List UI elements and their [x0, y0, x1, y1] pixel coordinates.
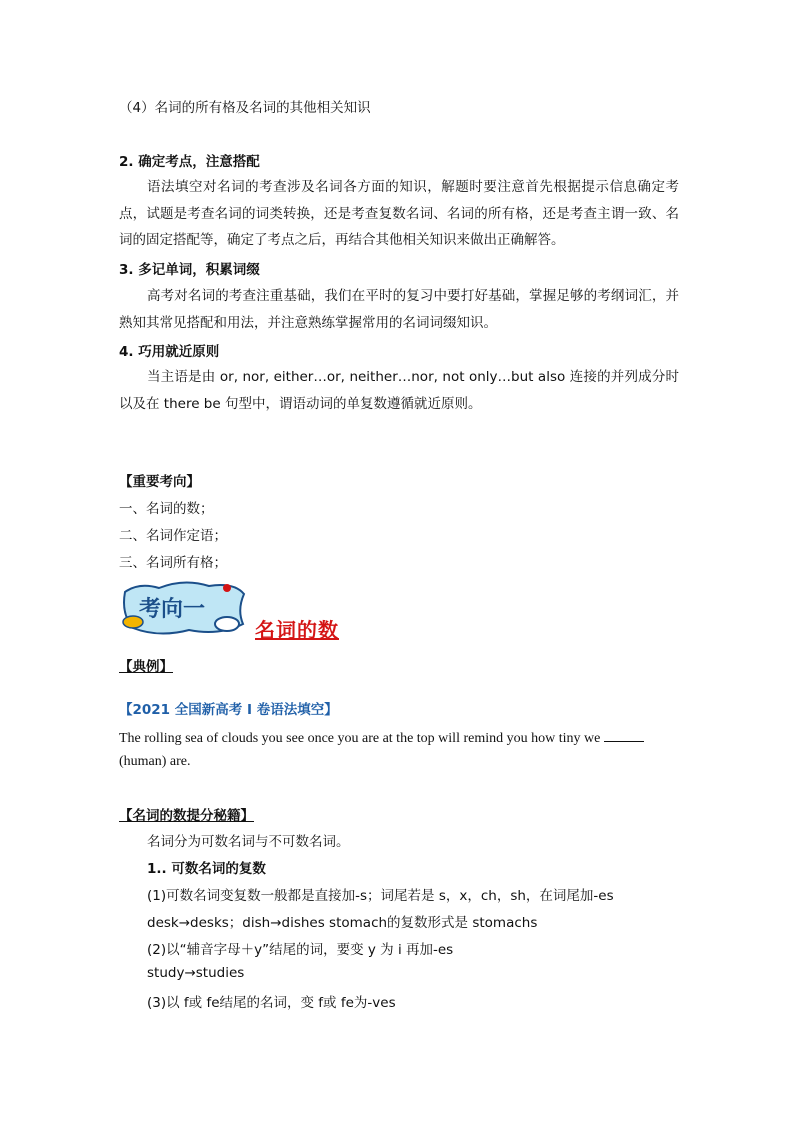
section-heading-3: 3. 多记单词，积累词缀 — [119, 262, 260, 278]
example-sentence-1 — [119, 731, 644, 747]
key-directions-title: 【重要考向】 — [119, 474, 200, 490]
example-sentence-2: (human) are. — [119, 754, 191, 769]
example-tag: 【典例】 — [119, 659, 173, 675]
key-direction-item: 二、名词作定语； — [119, 528, 227, 544]
example-sentence-text: The rolling sea of clouds you see once you are at the top will remind you how tiny we — [119, 731, 601, 746]
tips-rule: (1)可数名词变复数一般都是直接加-s；词尾若是 s，x，ch，sh，在词尾加-es — [147, 888, 614, 904]
section-text-4: 当主语是由 or, nor, either…or, neither…nor, not only…but also 连接的并列成分时以及在 there be 句型中，谓语动词的单复数遵循就近原则。 — [119, 369, 679, 412]
tips-rule: desk→desks；dish→dishes stomach的复数形式是 stomachs — [147, 915, 538, 931]
badge-title: 名词的数 — [255, 618, 339, 642]
badge-text: 考向一 — [139, 596, 206, 622]
top-item: （4）名词的所有格及名词的其他相关知识 — [119, 100, 371, 116]
section-heading-4: 4. 巧用就近原则 — [119, 344, 220, 360]
key-direction-item: 三、名词所有格； — [119, 555, 227, 571]
section-text-2: 语法填空对名词的考查涉及名词各方面的知识，解题时要注意首先根据提示信息确定考点，试题是考查名词的词类转换，还是考查复数名词、名词的所有格，还是考查主谓一致、名词的固定搭配等，确定了考点之后，再结合其他相关知识来做出正确解答。 — [119, 179, 679, 248]
tips-rule: (2)以“辅音字母＋y”结尾的词，要变 y 为 i 再加-es — [147, 942, 454, 958]
tips-rule: study→studies — [147, 965, 245, 981]
key-direction-item: 一、名词的数； — [119, 501, 214, 517]
tips-rule: (3)以 f或 fe结尾的名词，变 f或 fe为-ves — [147, 995, 396, 1011]
answer-blank — [604, 741, 644, 742]
section-text-3: 高考对名词的考查注重基础，我们在平时的复习中要打好基础，掌握足够的考纲词汇，并熟知其常见搭配和用法，并注意熟练掌握常用的名词词缀知识。 — [119, 288, 679, 331]
tips-sub-heading: 1.. 可数名词的复数 — [147, 861, 266, 877]
example-source: 【2021 全国新高考 I 卷语法填空】 — [119, 702, 338, 718]
tips-intro: 名词分为可数名词与不可数名词。 — [147, 834, 350, 850]
section-heading-2: 2. 确定考点，注意搭配 — [119, 154, 260, 170]
badge-icon — [119, 580, 249, 638]
tips-tag: 【名词的数提分秘籍】 — [119, 808, 254, 824]
